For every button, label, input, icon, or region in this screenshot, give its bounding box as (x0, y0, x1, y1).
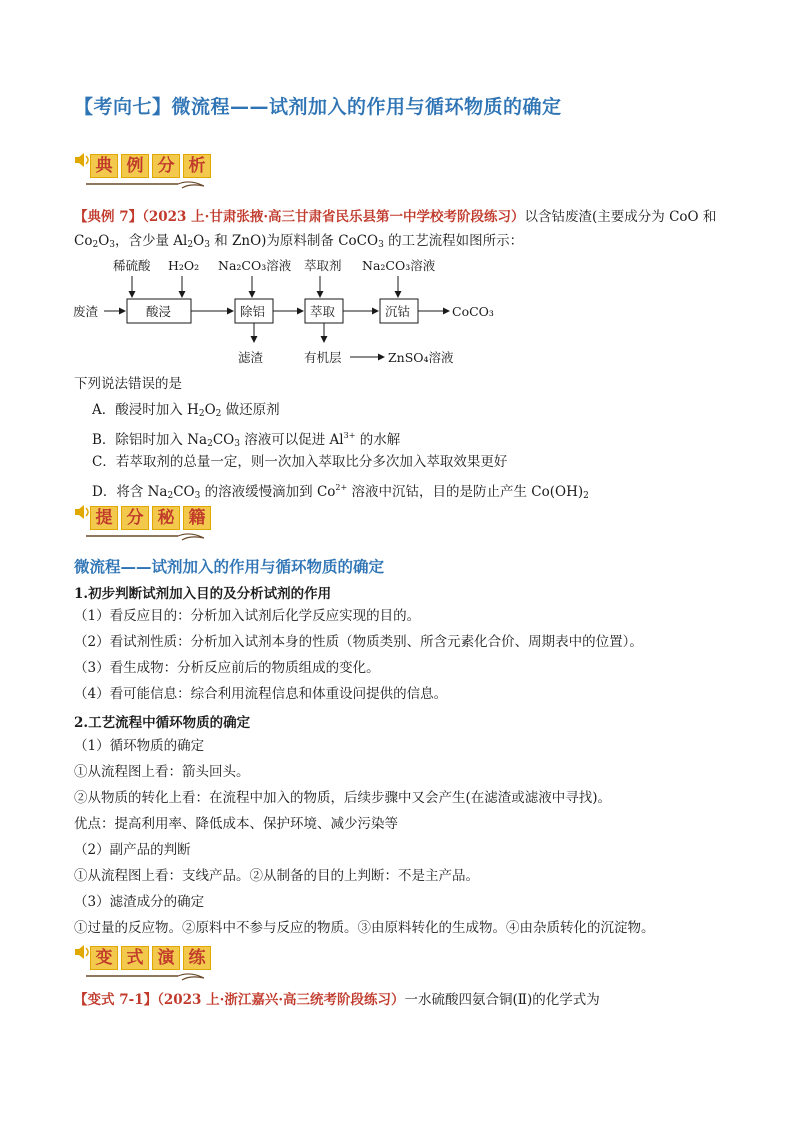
process-flowchart (60, 254, 520, 370)
process-box-label: 沉钴 (385, 304, 411, 319)
text-run: 的溶液缓慢滴加到 Co (200, 484, 336, 500)
variant-tag: 【变式 7-1】 (74, 992, 158, 1008)
section-2-item: （1）循环物质的确定 (74, 738, 205, 754)
subscript: 2 (167, 491, 174, 501)
text-run: D．将含 Na (92, 484, 168, 500)
subscript: 3 (378, 240, 384, 250)
subscript: 3 (194, 491, 201, 501)
section-2-item: ①从流程图上看：箭头回头。 (74, 764, 250, 780)
banner-char: 秘 (152, 506, 180, 530)
example-line-1 (74, 207, 716, 227)
question-stem: 下列说法错误的是 (74, 376, 182, 392)
banner-underline (86, 180, 204, 190)
reagent-label: 稀硫酸 (113, 258, 151, 273)
text-run: 溶液可以促进 Al (239, 432, 344, 448)
tips-heading: 微流程——试剂加入的作用与循环物质的确定 (74, 558, 385, 576)
process-box-label: 萃取 (310, 304, 336, 319)
process-box-label: 酸浸 (146, 304, 172, 319)
banner-underline (86, 972, 204, 982)
subscript: 2 (583, 491, 589, 501)
variant-question (74, 990, 600, 1010)
text-run: 溶液中沉钴，目的是防止产生 Co(OH) (347, 484, 584, 500)
variant-text: 一水硫酸四氨合铜(Ⅱ)的化学式为 (404, 992, 600, 1008)
text-run: CO (173, 484, 195, 500)
subscript: 3 (109, 240, 116, 250)
flow-input-label: 废渣 (73, 304, 99, 319)
text-run: O (204, 402, 216, 418)
flow-output-label: CoCO₃ (452, 304, 494, 319)
section-2-item: ①从流程图上看：支线产品。②从制备的目的上判断：不是主产品。 (74, 868, 479, 884)
example-line-2 (74, 231, 523, 255)
section-2-item: （2）副产品的判断 (74, 842, 191, 858)
text-run: 的水解 (355, 432, 401, 448)
text-run: 和 ZnO)为原料制备 CoCO (209, 233, 379, 249)
text-run: O (193, 233, 205, 249)
banner-char: 典 (90, 154, 118, 178)
reagent-label: Na₂CO₃溶液 (218, 258, 292, 273)
subscript: 3 (234, 439, 240, 449)
text-run: B．除铝时加入 Na (92, 432, 208, 448)
text-run: CO (212, 432, 235, 448)
banner-char: 提 (90, 506, 118, 530)
variant-source: （2023 上·浙江嘉兴·高三统考阶段练习） (157, 992, 405, 1008)
section-2-title: 2.工艺流程中循环物质的确定 (74, 715, 251, 731)
subscript: 2 (92, 240, 99, 250)
section-1-item: （4）看可能信息：综合利用流程信息和体重设问提供的信息。 (74, 686, 448, 702)
example-text: 以含钴废渣(主要成分为 CoO 和 (524, 209, 717, 225)
subscript: 2 (198, 409, 205, 419)
residue-label: 滤渣 (238, 350, 264, 365)
section-1-item: （1）看反应目的：分析加入试剂后化学反应实现的目的。 (74, 608, 421, 624)
text-run: ，含少量 Al (115, 233, 188, 249)
section-2-item: ①过量的反应物。②原料中不参与反应的物质。③由原料转化的生成物。④由杂质转化的沉淀物。 (74, 920, 655, 936)
banner-char: 式 (121, 946, 149, 970)
superscript: 2+ (335, 483, 348, 492)
subscript: 2 (187, 240, 194, 250)
text-run: O (98, 233, 110, 249)
section-1-title: 1.初步判断试剂加入目的及分析试剂的作用 (74, 586, 332, 602)
example-tag: 【典例 7】 (74, 209, 143, 225)
page-title: 【考向七】微流程——试剂加入的作用与循环物质的确定 (74, 96, 562, 118)
option-c[interactable]: C．若萃取剂的总量一定，则一次加入萃取比分多次加入萃取效果更好 (92, 454, 508, 470)
reagent-label: 萃取剂 (304, 258, 342, 273)
section-1-item: （3）看生成物：分析反应前后的物质组成的变化。 (74, 660, 380, 676)
option-a[interactable] (92, 400, 280, 424)
section-banner-variant (74, 942, 234, 982)
reagent-label: H₂O₂ (168, 258, 200, 273)
text-run: 的工艺流程如图所示： (383, 233, 524, 249)
banner-char: 变 (90, 946, 118, 970)
banner-char: 籍 (183, 506, 211, 530)
section-banner-example (74, 150, 234, 190)
section-2-item: ②从物质的转化上看：在流程中加入的物质，后续步骤中又会产生(在滤渣或滤液中寻找)。 (74, 790, 612, 806)
organic-product-label: ZnSO₄溶液 (388, 350, 454, 365)
subscript: 3 (204, 240, 210, 250)
section-1-item: （2）看试剂性质：分析加入试剂本身的性质（物质类别、所含元素化合价、周期表中的位置）。 (74, 634, 643, 650)
subscript: 2 (215, 409, 222, 419)
example-source: （2023 上·甘肃张掖·高三甘肃省民乐县第一中学校考阶段练习） (142, 209, 525, 225)
banner-char: 练 (183, 946, 211, 970)
section-banner-tips (74, 502, 234, 542)
banner-underline (86, 532, 204, 542)
text-run: 做还原剂 (221, 402, 280, 418)
section-2-item: （3）滤渣成分的确定 (74, 894, 205, 910)
banner-char: 例 (121, 154, 149, 178)
subscript: 2 (207, 439, 213, 449)
text-run: A．酸浸时加入 H (92, 402, 199, 418)
process-box-label: 除铝 (240, 304, 266, 319)
superscript: 3+ (343, 431, 356, 440)
reagent-label: Na₂CO₃溶液 (362, 258, 436, 273)
banner-char: 分 (152, 154, 180, 178)
option-b[interactable] (92, 426, 400, 454)
banner-char: 分 (121, 506, 149, 530)
organic-layer-label: 有机层 (304, 350, 342, 365)
text-run: Co (74, 233, 93, 249)
banner-char: 析 (183, 154, 211, 178)
section-2-item: 优点：提高利用率、降低成本、保护环境、减少污染等 (74, 816, 398, 832)
banner-char: 演 (152, 946, 180, 970)
